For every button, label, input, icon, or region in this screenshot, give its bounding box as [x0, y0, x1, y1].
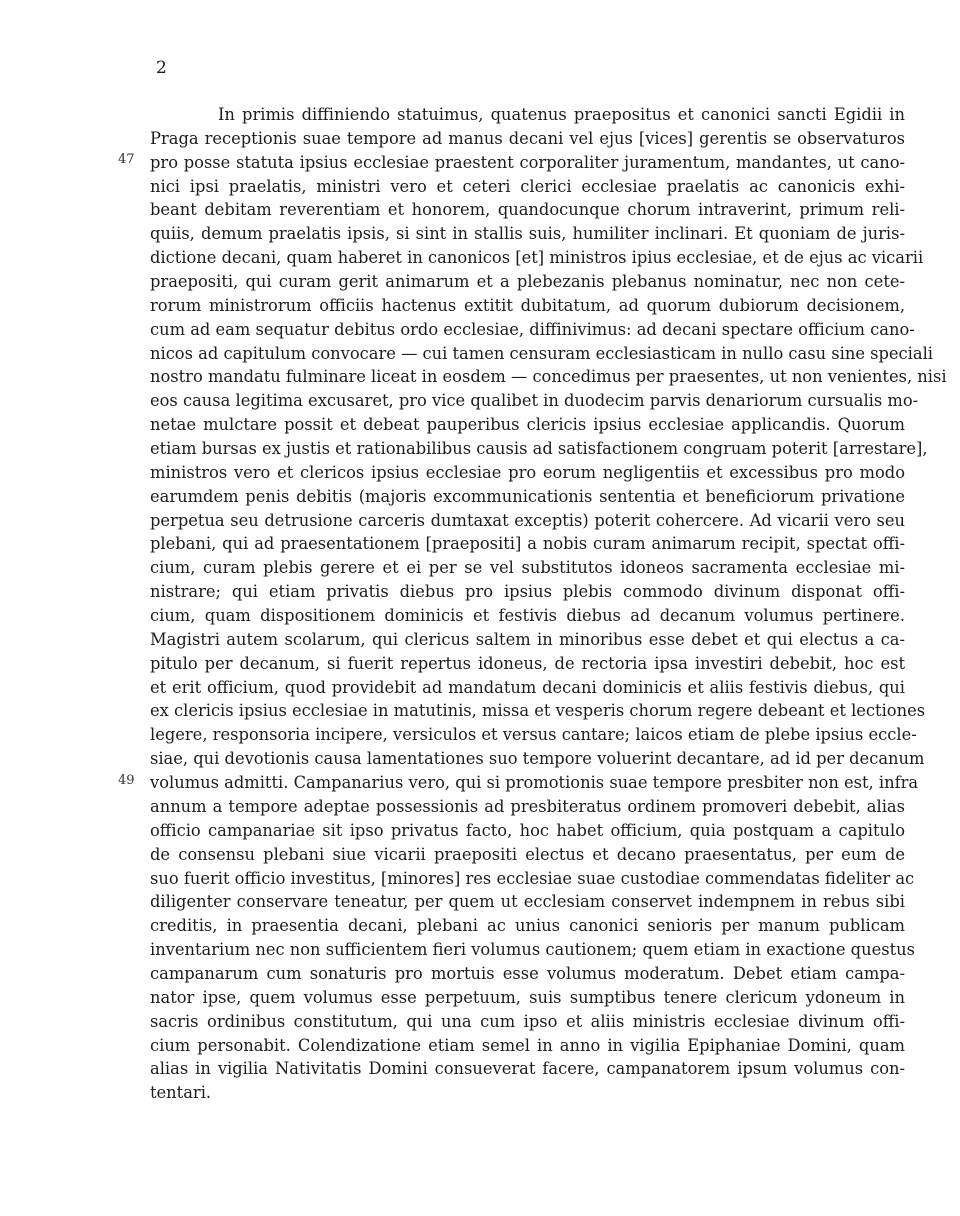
text-line: cium personabit. Colendizatione etiam semel in anno in vigilia Epiphaniae Domini, quam — [150, 1035, 905, 1055]
margin-line-number-49: 49 — [118, 773, 135, 788]
text-line: suo fuerit officio investitus, [minores] res ecclesiae suae custodiae commendatas fideliter ac — [150, 868, 915, 888]
text-line: campanarum cum sonaturis pro mortuis esse volumus moderatum. Debet etiam campa- — [150, 963, 905, 983]
text-line: de consensu plebani siue vicarii praepositi electus et decano praesentatus, per eum de — [150, 844, 905, 864]
text-line: sacris ordinibus constitutum, qui una cum ipso et aliis ministris ecclesiae divinum offi- — [150, 1011, 905, 1031]
text-line: nostro mandatu fulminare liceat in eosdem — concedimus per praesentes, ut non venientes, nisi — [150, 367, 947, 387]
text-line: earumdem penis debitis (majoris excommunicationis sententia et beneficiorum privatione — [150, 486, 905, 506]
text-line: pro posse statuta ipsius ecclesiae praestent corporaliter juramentum, mandantes, ut cano- — [150, 152, 905, 172]
text-line: nicos ad capitulum convocare — cui tamen censuram ecclesiasticam in nullo casu sine speciali — [150, 343, 933, 363]
margin-line-number-47: 47 — [118, 152, 135, 167]
body-text — [150, 103, 947, 1105]
text-line: inventarium nec non sufficientem fieri volumus cautionem; quem etiam in exactione questus — [150, 940, 915, 960]
text-line: annum a tempore adeptae possessionis ad presbiteratus ordinem promoveri debebit, alias — [150, 796, 905, 816]
text-line: et erit officium, quod providebit ad mandatum decani dominicis et aliis festivis diebus, qui — [150, 677, 905, 697]
text-line: Magistri autem scolarum, qui clericus saltem in minoribus esse debet et qui electus a ca- — [150, 629, 905, 649]
text-line: eos causa legitima excusaret, pro vice qualibet in duodecim parvis denariorum cursualis mo- — [150, 391, 919, 411]
text-line: etiam bursas ex justis et rationabilibus causis ad satisfactionem congruam poterit [arrestare], — [150, 439, 928, 459]
text-line: legere, responsoria incipere, versiculos et versus cantare; laicos etiam de plebe ipsius eccle- — [150, 725, 917, 745]
text-line: In primis diffiniendo statuimus, quatenus praepositus et canonici sancti Egidii in — [218, 105, 905, 124]
text-line: tentari. — [150, 1083, 212, 1103]
text-line: ministros vero et clericos ipsius ecclesiae pro eorum negligentiis et excessibus pro modo — [150, 462, 905, 482]
text-line: diligenter conservare teneatur, per quem ut ecclesiam conservet indempnem in rebus sibi — [150, 892, 905, 912]
text-line: praepositi, qui curam gerit animarum et a plebezanis plebanus nominatur, nec non cete- — [150, 272, 905, 292]
text-line: Praga receptionis suae tempore ad manus decani vel ejus [vices] gerentis se observaturos — [150, 128, 905, 148]
text-line: perpetua seu detrusione carceris dumtaxat exceptis) poterit cohercere. Ad vicarii vero seu — [150, 510, 905, 530]
text-line: plebani, qui ad praesentationem [praepositi] a nobis curam animarum recipit, spectat offi- — [150, 534, 905, 554]
text-line: rorum ministrorum officiis hactenus extitit dubitatum, ad quorum dubiorum decisionem, — [150, 295, 905, 315]
text-line: nistrare; qui etiam privatis diebus pro ipsius plebis commodo divinum disponat offi- — [150, 582, 905, 602]
text-line: beant debitam reverentiam et honorem, quandocunque chorum intraverint, primum reli- — [150, 200, 905, 220]
text-line: pitulo per decanum, si fuerit repertus idoneus, de rectoria ipsa investiri debebit, hoc est — [150, 653, 905, 673]
text-line: alias in vigilia Nativitatis Domini consueverat facere, campanatorem ipsum volumus con- — [150, 1059, 905, 1079]
text-line: cium, curam plebis gerere et ei per se vel substitutos idoneos sacramenta ecclesiae mi- — [150, 558, 905, 578]
text-line: creditis, in praesentia decani, plebani ac unius canonici senioris per manum publicam — [150, 916, 905, 936]
text-line: quiis, demum praelatis ipsis, si sint in stallis suis, humiliter inclinari. Et quoniam de juris- — [150, 224, 905, 244]
text-line: cium, quam dispositionem dominicis et festivis diebus ad decanum volumus pertinere. — [150, 606, 905, 626]
text-line: officio campanariae sit ipso privatus facto, hoc habet officium, quia postquam a capitulo — [150, 820, 905, 840]
text-line: volumus admitti. Campanarius vero, qui si promotionis suae tempore presbiter non est, infra — [150, 773, 919, 793]
text-line: nator ipse, quem volumus esse perpetuum, suis sumptibus tenere clericum ydoneum in — [150, 987, 905, 1007]
text-line: netae mulctare possit et debeat pauperibus clericis ipsius ecclesiae applicandis. Quorum — [150, 415, 905, 435]
text-line: siae, qui devotionis causa lamentationes suo tempore voluerint decantare, ad id per decanum — [150, 749, 925, 769]
text-line: ex clericis ipsius ecclesiae in matutinis, missa et vesperis chorum regere debeant et lectiones — [150, 701, 926, 721]
text-line: cum ad eam sequatur debitus ordo ecclesiae, diffinivimus: ad decani spectare officium cano- — [150, 319, 915, 339]
page-number: 2 — [156, 58, 167, 78]
text-line: nici ipsi praelatis, ministri vero et ceteri clerici ecclesiae praelatis ac canonicis exhi- — [150, 176, 905, 196]
text-line: dictione decani, quam haberet in canonicos [et] ministros ipius ecclesiae, et de ejus ac vicarii — [150, 248, 924, 268]
